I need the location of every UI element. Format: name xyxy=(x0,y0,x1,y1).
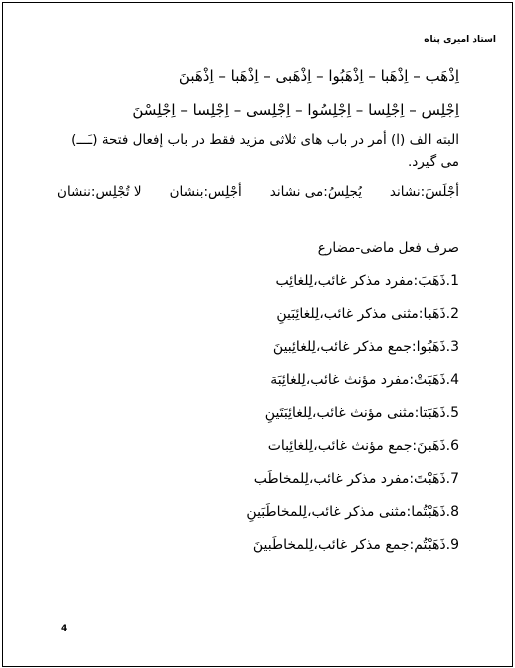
list-item xyxy=(57,271,459,304)
item-text: ذَهَبْتَ:مفرد مذکر غائب،لِلمخاطَب xyxy=(253,471,446,487)
imperative-jalasa-line: اِجْلِس – اِجْلِسا – اِجْلِسُوا – اِجْلِسی – اِجْلِسا – اِجْلِسْنَ xyxy=(132,101,459,119)
item-text: ذَهَبْتُما:مثنی مذکر غائب،لِلمخاطَبَینِ xyxy=(246,504,446,520)
conjugation-list xyxy=(57,271,459,568)
list-item xyxy=(57,502,459,535)
item-text: ذَهَبا:مثنی مذکر غائب،لِلغائِبَینِ xyxy=(276,306,446,322)
list-item xyxy=(57,535,459,568)
form-negative-imperative: لا تُجْلِس:ننشان xyxy=(57,184,142,200)
item-text: ذَهَبنَ:جمع مؤنث غائب،لِلغائِبات xyxy=(267,438,446,454)
imperative-dhahaba-line: اِذْهَب – اِذْهَبا – اِذْهَبُوا – اِذْهَبی – اِذْهَبا – اِذْهَبنَ xyxy=(178,67,459,85)
page-header-author: استاد امیری پناه xyxy=(424,35,496,45)
page-number: 4 xyxy=(61,624,68,634)
item-number: 5. xyxy=(445,405,459,421)
list-item xyxy=(57,370,459,403)
item-number: 8. xyxy=(445,504,459,520)
item-number: 6. xyxy=(445,438,459,454)
page-content xyxy=(57,65,459,568)
item-number: 7. xyxy=(445,471,459,487)
list-item xyxy=(57,337,459,370)
item-text: ذَهَبُوا:جمع مذکر غائب،لِلغائِبینَ xyxy=(272,339,446,355)
item-number: 9. xyxy=(445,537,459,553)
item-text: ذَهَبْتُم:جمع مذکر غائب،لِلمخاطَبینَ xyxy=(252,537,446,553)
item-number: 4. xyxy=(445,372,459,388)
item-text: ذَهَبَتا:مثنی مؤنث غائب،لِلغائِبَتَینِ xyxy=(264,405,446,421)
imperative-note: البته الف (ا) أمر در باب های ثلاثی مزید فقط در باب إفعال فتحة (ـَـــ) می گیرد. xyxy=(71,132,459,170)
form-imperative: أجْلِس:بنشان xyxy=(169,184,242,200)
form-past: أجْلَسَ:نشاند xyxy=(389,184,459,200)
form-present: يُجلِسُ:می نشاند xyxy=(269,184,362,200)
item-number: 2. xyxy=(445,306,459,322)
list-item xyxy=(57,403,459,436)
conjugation-title: صرف فعل ماضی-مضارع xyxy=(317,240,459,256)
item-number: 1. xyxy=(445,273,459,289)
item-text: ذَهَبَ:مفرد مذکر غائب،لِلغائِب xyxy=(275,273,446,289)
item-number: 3. xyxy=(445,339,459,355)
list-item xyxy=(57,304,459,337)
ajlasa-forms-row xyxy=(57,181,459,203)
document-page xyxy=(2,2,513,667)
item-text: ذَهَبَتْ:مفرد مؤنث غائب،لِلغائِبَة xyxy=(270,372,446,388)
list-item xyxy=(57,436,459,469)
list-item xyxy=(57,469,459,502)
